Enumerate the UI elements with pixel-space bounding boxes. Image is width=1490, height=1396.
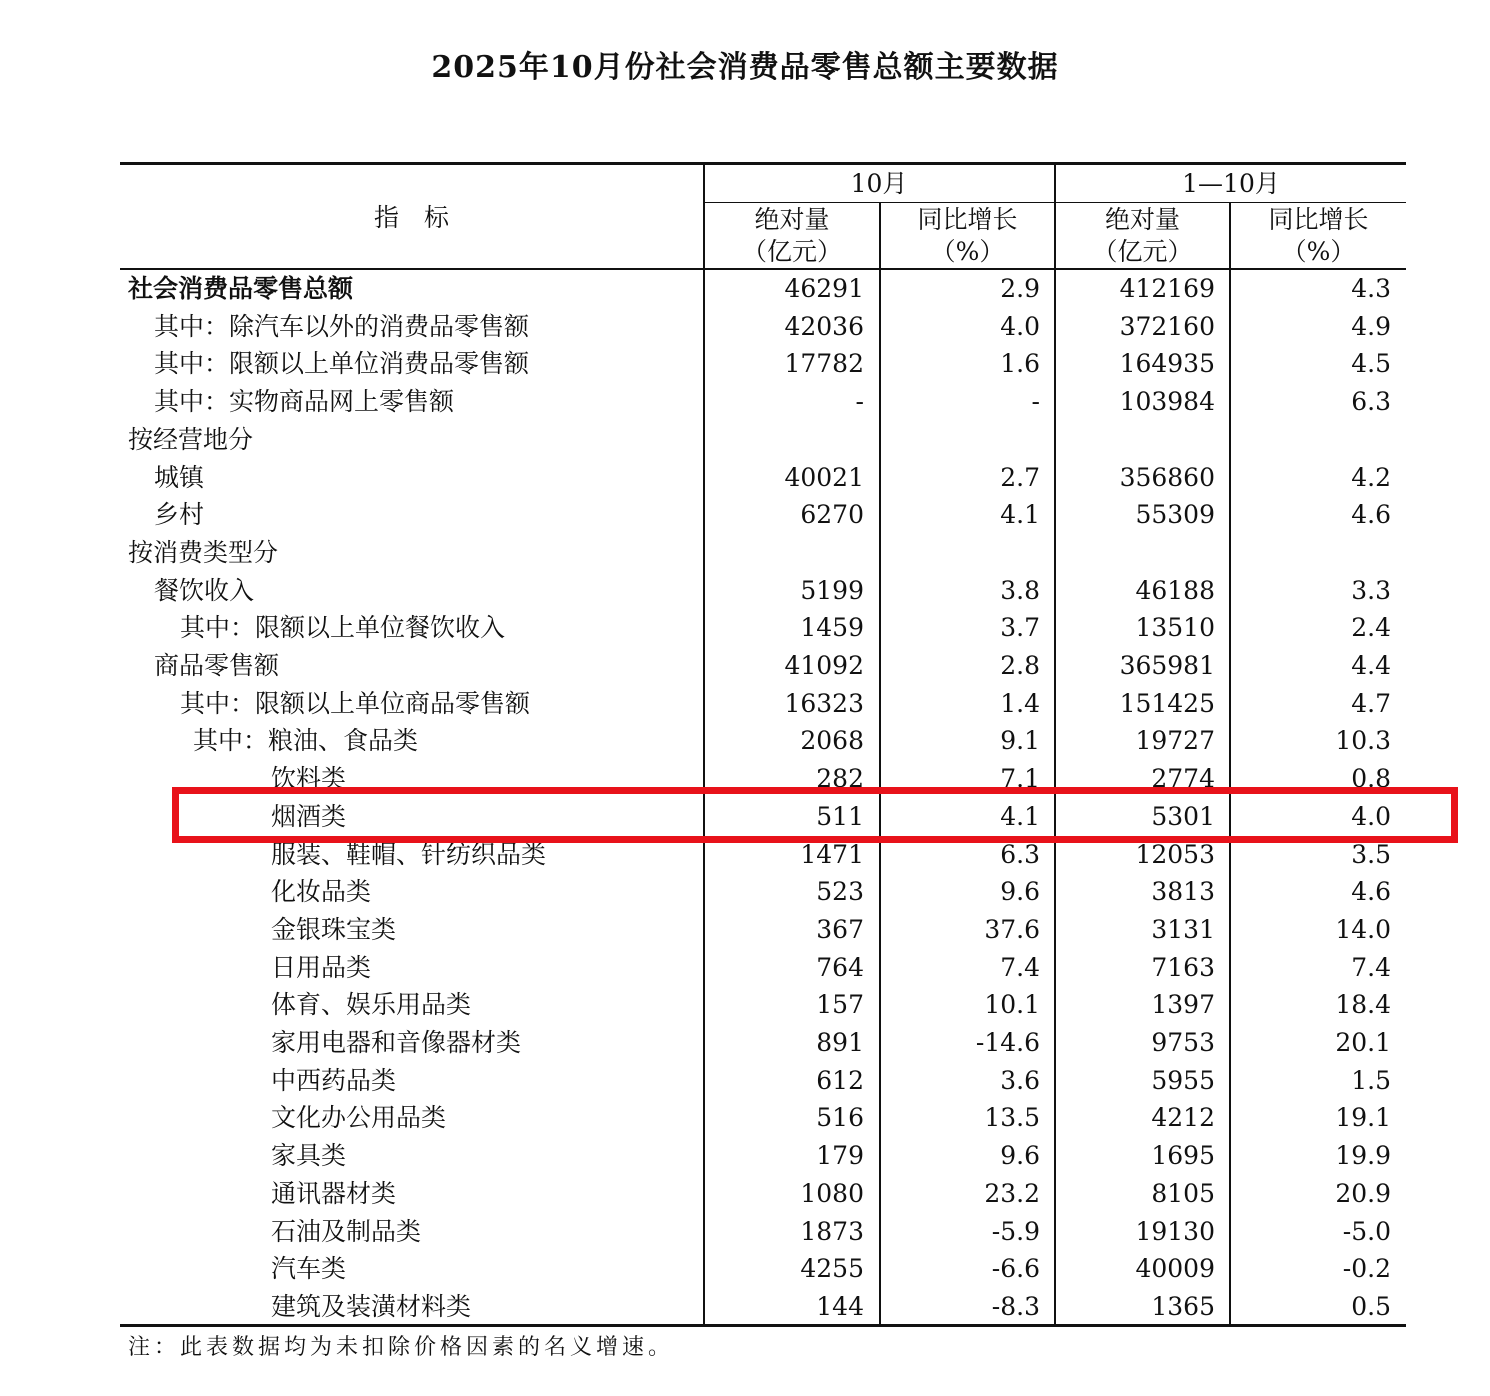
cell-oct-yoy: 9.1 xyxy=(1000,726,1040,756)
header-yoy-oct xyxy=(881,204,1054,268)
cell-ytd-yoy: 20.9 xyxy=(1335,1178,1391,1208)
cell-oct-abs: 1471 xyxy=(800,839,864,869)
table-row xyxy=(0,873,1490,911)
cell-ytd-yoy: 10.3 xyxy=(1335,726,1391,756)
row-label: 金银珠宝类 xyxy=(271,914,397,944)
row-label: 城镇 xyxy=(154,462,205,492)
header-abs-label: 绝对量 xyxy=(1104,205,1180,234)
cell-ytd-abs: 19727 xyxy=(1135,726,1215,756)
cell-ytd-abs: 1397 xyxy=(1151,990,1215,1020)
cell-oct-abs: 40021 xyxy=(784,462,864,492)
cell-ytd-abs: 151425 xyxy=(1119,688,1215,718)
cell-oct-yoy: 7.1 xyxy=(1000,764,1040,794)
cell-oct-yoy: 10.1 xyxy=(984,990,1040,1020)
cell-oct-abs: 1080 xyxy=(800,1178,864,1208)
cell-ytd-abs: 365981 xyxy=(1119,651,1215,680)
table-row xyxy=(0,1137,1490,1175)
cell-ytd-yoy: 4.9 xyxy=(1351,311,1391,341)
table-row xyxy=(0,1288,1490,1326)
row-label: 烟酒类 xyxy=(271,801,347,831)
cell-ytd-yoy: 0.8 xyxy=(1351,764,1391,794)
cell-ytd-yoy: 18.4 xyxy=(1335,990,1391,1020)
cell-ytd-abs: 3131 xyxy=(1151,914,1215,944)
cell-oct-yoy: -8.3 xyxy=(991,1291,1040,1321)
row-label: 社会消费品零售总额 xyxy=(128,274,354,303)
cell-oct-yoy: 37.6 xyxy=(984,914,1040,944)
cell-ytd-abs: 5301 xyxy=(1151,801,1215,831)
cell-ytd-yoy: 4.6 xyxy=(1351,877,1391,907)
cell-ytd-yoy: 4.4 xyxy=(1351,651,1391,680)
header-yoy-unit: （%） xyxy=(930,237,1005,266)
cell-oct-yoy: 1.6 xyxy=(1000,349,1040,379)
cell-oct-yoy: -14.6 xyxy=(975,1028,1040,1057)
cell-ytd-abs: 2774 xyxy=(1151,764,1215,794)
row-label: 商品零售额 xyxy=(154,651,280,680)
row-label: 文化办公用品类 xyxy=(271,1103,447,1133)
row-label: 家用电器和音像器材类 xyxy=(271,1028,522,1057)
cell-oct-abs: 157 xyxy=(816,990,864,1020)
cell-oct-abs: 511 xyxy=(816,801,864,831)
table-row xyxy=(0,647,1490,685)
cell-ytd-yoy: 3.5 xyxy=(1351,839,1391,869)
header-yoy-label: 同比增长 xyxy=(1268,205,1369,234)
cell-oct-abs: 16323 xyxy=(784,688,864,718)
highlight-box xyxy=(172,787,1458,843)
page-title: 2025年10月份社会消费品零售总额主要数据 xyxy=(431,50,1059,85)
cell-ytd-abs: 5955 xyxy=(1151,1065,1215,1095)
cell-ytd-abs: 103984 xyxy=(1119,387,1215,417)
cell-oct-abs: 5199 xyxy=(800,575,864,605)
cell-ytd-abs: 164935 xyxy=(1119,349,1215,379)
cell-oct-yoy: 2.8 xyxy=(1000,651,1040,680)
cell-oct-abs: 42036 xyxy=(784,311,864,341)
row-label: 服装、鞋帽、针纺织品类 xyxy=(271,839,547,869)
cell-oct-abs: 282 xyxy=(816,764,864,794)
cell-oct-yoy: 13.5 xyxy=(984,1103,1040,1133)
cell-ytd-yoy: 7.4 xyxy=(1351,952,1391,982)
cell-oct-yoy: 3.8 xyxy=(1000,575,1040,605)
cell-ytd-yoy: 4.3 xyxy=(1351,274,1391,303)
row-label: 其中：限额以上单位餐饮收入 xyxy=(180,613,506,643)
cell-oct-yoy: 2.7 xyxy=(1000,462,1040,492)
cell-ytd-abs: 13510 xyxy=(1135,613,1215,643)
table-row xyxy=(0,308,1490,346)
cell-oct-yoy: - xyxy=(1031,387,1040,417)
cell-oct-abs: 367 xyxy=(816,914,864,944)
table-row xyxy=(0,1175,1490,1213)
table-row xyxy=(0,496,1490,534)
cell-oct-yoy: 23.2 xyxy=(984,1178,1040,1208)
cell-ytd-yoy: 4.7 xyxy=(1351,688,1391,718)
table-row xyxy=(0,1099,1490,1137)
cell-oct-yoy: 6.3 xyxy=(1000,839,1040,869)
cell-ytd-yoy: 6.3 xyxy=(1351,387,1391,417)
cell-ytd-abs: 372160 xyxy=(1119,311,1215,341)
cell-oct-abs: 41092 xyxy=(784,651,864,680)
row-label: 按经营地分 xyxy=(128,424,254,454)
row-label: 其中：限额以上单位消费品零售额 xyxy=(154,349,530,379)
cell-ytd-yoy: 4.5 xyxy=(1351,349,1391,379)
table-row xyxy=(0,722,1490,760)
header-yoy-label: 同比增长 xyxy=(917,205,1018,234)
cell-oct-yoy: 9.6 xyxy=(1000,877,1040,907)
cell-ytd-yoy: 19.1 xyxy=(1335,1103,1391,1133)
cell-oct-abs: 17782 xyxy=(784,349,864,379)
table-row xyxy=(0,609,1490,647)
header-group-jan-oct: 1—10月 xyxy=(1182,169,1280,198)
header-yoy-unit: （%） xyxy=(1281,237,1356,266)
header-abs-label: 绝对量 xyxy=(754,205,830,234)
table-row xyxy=(0,1213,1490,1251)
row-label: 按消费类型分 xyxy=(128,537,279,567)
cell-oct-abs: 523 xyxy=(816,877,864,907)
table-row xyxy=(0,1062,1490,1100)
table-row xyxy=(0,383,1490,421)
header-indicator: 指 标 xyxy=(373,203,449,232)
cell-ytd-abs: 7163 xyxy=(1151,952,1215,982)
header-abs-unit: （亿元） xyxy=(1092,237,1193,266)
cell-oct-abs: 46291 xyxy=(784,274,864,303)
cell-oct-yoy: 4.1 xyxy=(1000,801,1040,831)
cell-ytd-abs: 8105 xyxy=(1151,1178,1215,1208)
row-label: 家具类 xyxy=(271,1141,347,1171)
header-abs-oct xyxy=(705,204,879,268)
cell-ytd-yoy: 4.6 xyxy=(1351,500,1391,530)
table-row xyxy=(0,1024,1490,1062)
table-row xyxy=(0,572,1490,610)
cell-oct-abs: 4255 xyxy=(800,1254,864,1284)
row-label: 建筑及装潢材料类 xyxy=(271,1291,472,1321)
table-row xyxy=(0,949,1490,987)
cell-oct-yoy: 4.1 xyxy=(1000,500,1040,530)
cell-oct-yoy: -6.6 xyxy=(991,1254,1040,1284)
cell-ytd-abs: 4212 xyxy=(1151,1103,1215,1133)
cell-oct-yoy: 9.6 xyxy=(1000,1141,1040,1171)
row-label: 其中：粮油、食品类 xyxy=(193,726,419,756)
table-row xyxy=(0,911,1490,949)
cell-ytd-yoy: -5.0 xyxy=(1342,1216,1391,1246)
cell-oct-abs: 891 xyxy=(816,1028,864,1057)
table-row xyxy=(0,986,1490,1024)
cell-ytd-abs: 19130 xyxy=(1135,1216,1215,1246)
cell-oct-yoy: 2.9 xyxy=(1000,274,1040,303)
cell-ytd-abs: 12053 xyxy=(1135,839,1215,869)
cell-ytd-abs: 55309 xyxy=(1135,500,1215,530)
row-label: 石油及制品类 xyxy=(271,1216,422,1246)
table-row xyxy=(0,685,1490,723)
cell-oct-abs: 764 xyxy=(816,952,864,982)
cell-ytd-yoy: 0.5 xyxy=(1351,1291,1391,1321)
cell-ytd-yoy: 4.0 xyxy=(1351,801,1391,831)
cell-ytd-yoy: 19.9 xyxy=(1335,1141,1391,1171)
cell-oct-abs: 1459 xyxy=(800,613,864,643)
cell-oct-yoy: 7.4 xyxy=(1000,952,1040,982)
header-yoy-ytd xyxy=(1231,204,1406,268)
table-row xyxy=(0,459,1490,497)
cell-ytd-abs: 40009 xyxy=(1135,1254,1215,1284)
row-label: 饮料类 xyxy=(271,764,347,794)
cell-oct-abs: 6270 xyxy=(800,500,864,530)
cell-oct-abs: 1873 xyxy=(800,1216,864,1246)
cell-ytd-abs: 46188 xyxy=(1135,575,1215,605)
table-row xyxy=(0,270,1490,308)
cell-ytd-abs: 1365 xyxy=(1151,1291,1215,1321)
header-group-october: 10月 xyxy=(850,169,908,198)
cell-oct-abs: 144 xyxy=(816,1291,864,1321)
table-top-rule xyxy=(120,162,1406,165)
footnote: 注：此表数据均为未扣除价格因素的名义增速。 xyxy=(128,1335,675,1360)
table-row xyxy=(0,421,1490,459)
row-label: 通讯器材类 xyxy=(271,1178,397,1208)
cell-ytd-yoy: 2.4 xyxy=(1351,613,1391,643)
cell-ytd-yoy: -0.2 xyxy=(1342,1254,1391,1284)
row-label: 日用品类 xyxy=(271,952,372,982)
row-label: 其中：除汽车以外的消费品零售额 xyxy=(154,311,530,341)
cell-ytd-yoy: 20.1 xyxy=(1335,1028,1391,1057)
header-abs-unit: （亿元） xyxy=(741,237,842,266)
cell-oct-yoy: -5.9 xyxy=(991,1216,1040,1246)
cell-oct-yoy: 4.0 xyxy=(1000,311,1040,341)
cell-ytd-yoy: 4.2 xyxy=(1351,462,1391,492)
cell-ytd-yoy: 14.0 xyxy=(1335,914,1391,944)
cell-ytd-yoy: 1.5 xyxy=(1351,1065,1391,1095)
cell-ytd-abs: 9753 xyxy=(1151,1028,1215,1057)
row-label: 化妆品类 xyxy=(271,877,372,907)
row-label: 餐饮收入 xyxy=(154,575,255,605)
cell-ytd-yoy: 3.3 xyxy=(1351,575,1391,605)
cell-ytd-abs: 3813 xyxy=(1151,877,1215,907)
header-abs-ytd xyxy=(1056,204,1229,268)
table-row xyxy=(0,534,1490,572)
row-label: 中西药品类 xyxy=(271,1065,397,1095)
cell-oct-abs: 516 xyxy=(816,1103,864,1133)
row-label: 汽车类 xyxy=(271,1254,347,1284)
row-label: 其中：实物商品网上零售额 xyxy=(154,387,455,417)
row-label: 其中：限额以上单位商品零售额 xyxy=(180,688,531,718)
cell-oct-abs: - xyxy=(855,387,864,417)
table-row xyxy=(0,345,1490,383)
cell-oct-yoy: 3.7 xyxy=(1000,613,1040,643)
row-label: 体育、娱乐用品类 xyxy=(271,990,472,1020)
cell-oct-abs: 612 xyxy=(816,1065,864,1095)
table-row xyxy=(0,1250,1490,1288)
cell-oct-yoy: 1.4 xyxy=(1000,688,1040,718)
cell-ytd-abs: 356860 xyxy=(1119,462,1215,492)
row-label: 乡村 xyxy=(154,500,205,530)
cell-oct-abs: 179 xyxy=(816,1141,864,1171)
cell-ytd-abs: 1695 xyxy=(1151,1141,1215,1171)
cell-oct-yoy: 3.6 xyxy=(1000,1065,1040,1095)
cell-ytd-abs: 412169 xyxy=(1119,274,1215,303)
cell-oct-abs: 2068 xyxy=(800,726,864,756)
